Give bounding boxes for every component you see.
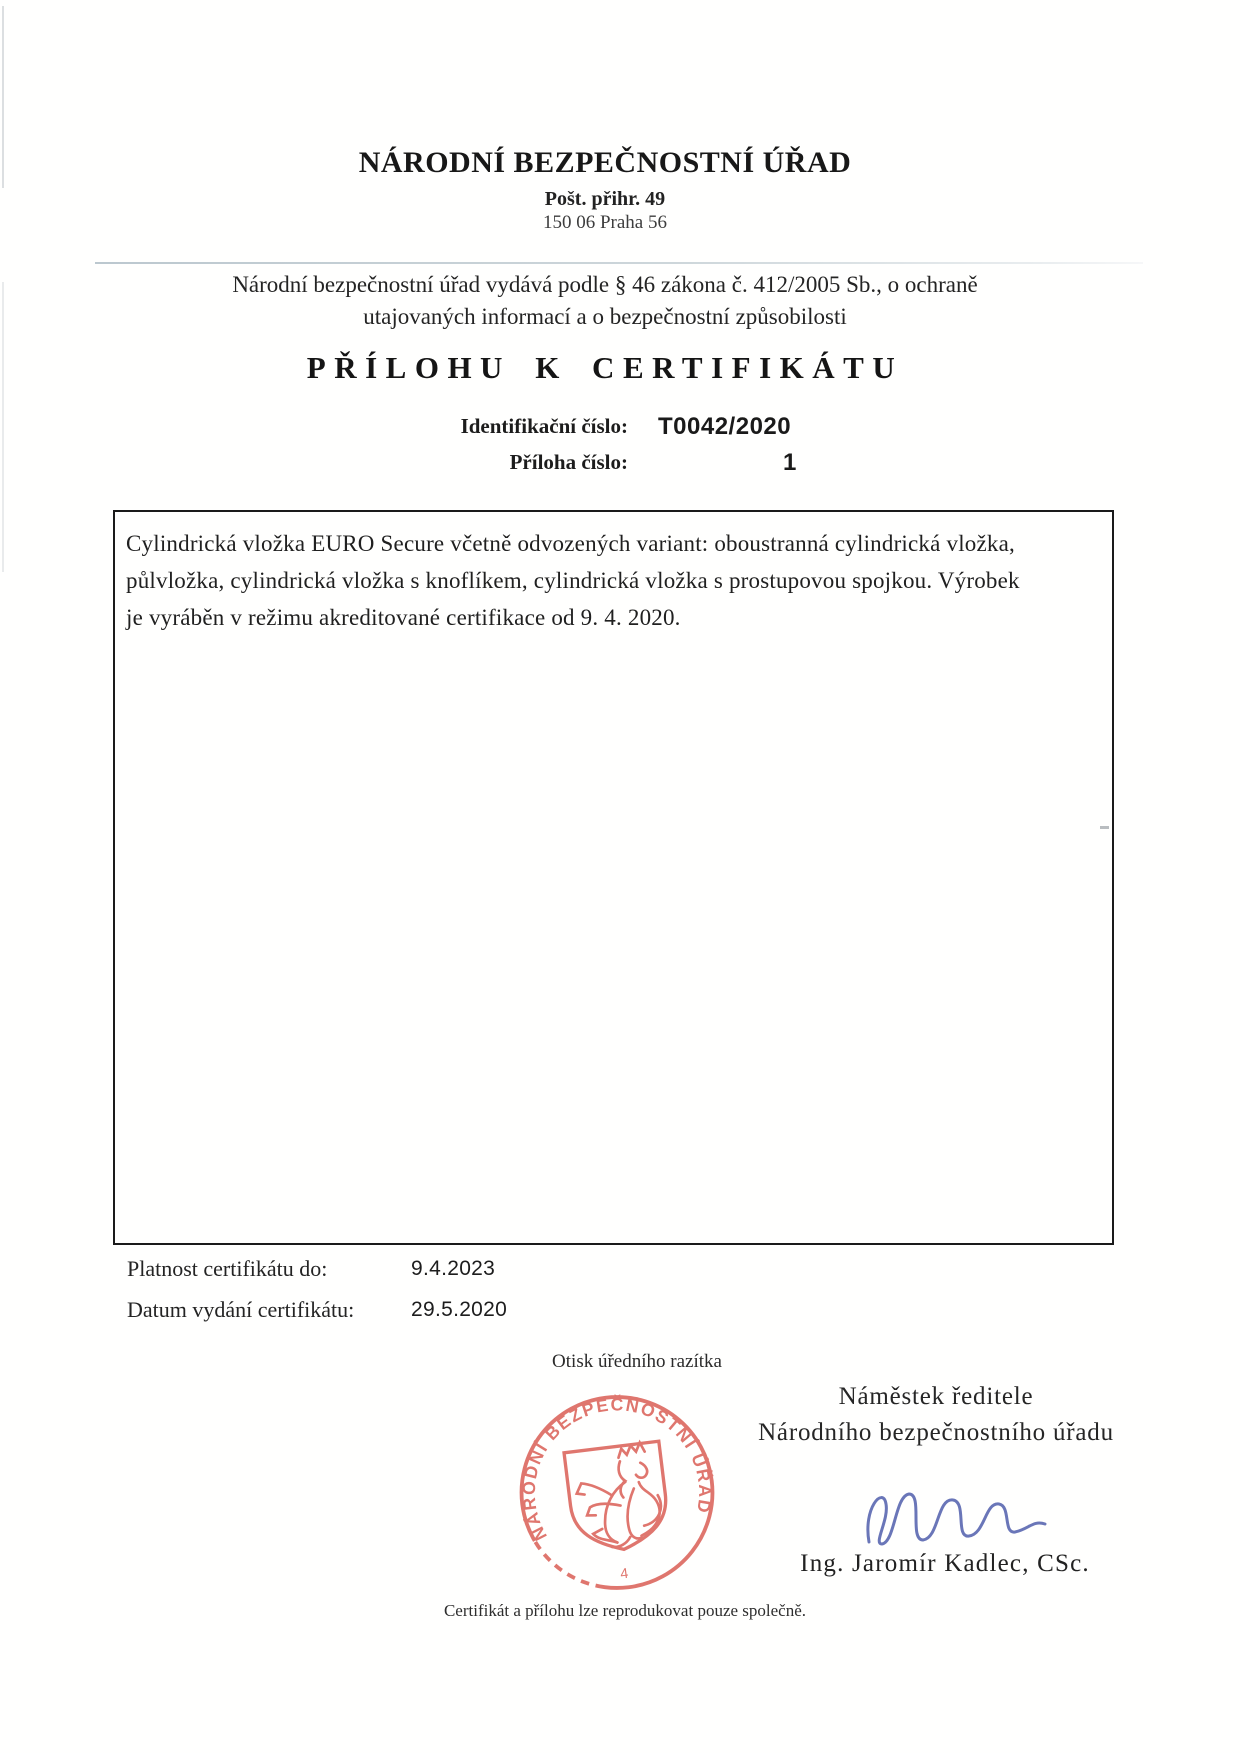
stamp-number: 4 — [619, 1565, 630, 1583]
header-divider — [95, 262, 1143, 264]
lion-foreleg — [576, 1480, 612, 1499]
product-description-line: je vyráběn v režimu akreditované certifikace od 9. 4. 2020. — [126, 605, 681, 630]
lion-head — [635, 1462, 648, 1478]
annex-number-label: Příloha číslo: — [509, 450, 628, 474]
official-stamp-icon — [512, 1385, 722, 1600]
stamp-caption: Otisk úředního razítka — [552, 1351, 722, 1372]
identification-number-label: Identifikační číslo: — [460, 414, 628, 438]
issue-date-value: 29.5.2020 — [411, 1298, 508, 1321]
footer-note: Certifikát a přílohu lze reprodukovat pouze společně. — [443, 1601, 807, 1620]
lion-foreleg — [586, 1502, 621, 1517]
annex-number-value: 1 — [783, 449, 797, 476]
signer-name: Ing. Jaromír Kadlec, CSc. — [800, 1550, 1090, 1577]
intro-line-2: utajovaných informací a o bezpečnostní způsobilosti — [363, 304, 847, 329]
org-name: NÁRODNÍ BEZPEČNOSTNÍ ÚŘAD — [358, 146, 852, 179]
signer-role-line-1: Náměstek ředitele — [838, 1383, 1034, 1410]
org-city: 150 06 Praha 56 — [542, 212, 667, 233]
document-title: PŘÍLOHU K CERTIFIKÁTU — [306, 350, 904, 385]
lion-mane — [617, 1461, 627, 1498]
stamp-group — [512, 1385, 722, 1599]
product-description-line: půlvložka, cylindrická vložka s knoflíkem, cylindrická vložka s prostupovou spojkou. Výrobek — [126, 568, 1020, 593]
valid-until-label: Platnost certifikátu do: — [127, 1256, 328, 1281]
stamp-ring-text: NÁRODNÍ BEZPEČNOSTNÍ ÚŘAD — [518, 1394, 716, 1544]
identification-number-value: T0042/2020 — [658, 413, 792, 440]
lion-tail — [635, 1480, 662, 1536]
intro-line-1: Národní bezpečnostní úřad vydává podle § 46 zákona č. 412/2005 Sb., o ochraně — [232, 272, 978, 297]
signer-role-line-2: Národního bezpečnostního úřadu — [758, 1419, 1114, 1446]
product-description-line: Cylindrická vložka EURO Secure včetně odvozených variant: oboustranná cylindrická vložka, — [126, 531, 1015, 556]
handwritten-signature-icon — [855, 1478, 1060, 1558]
signature-stroke — [868, 1494, 1045, 1544]
stamp-ring — [512, 1386, 722, 1599]
stamp-ring-text-holder — [512, 1385, 721, 1545]
valid-until-value: 9.4.2023 — [411, 1257, 496, 1280]
org-po-box: Pošt. přihr. 49 — [544, 188, 666, 210]
issue-date-label: Datum vydání certifikátu: — [127, 1297, 355, 1322]
product-description-box — [113, 510, 1114, 1245]
lion-belly — [624, 1488, 642, 1539]
